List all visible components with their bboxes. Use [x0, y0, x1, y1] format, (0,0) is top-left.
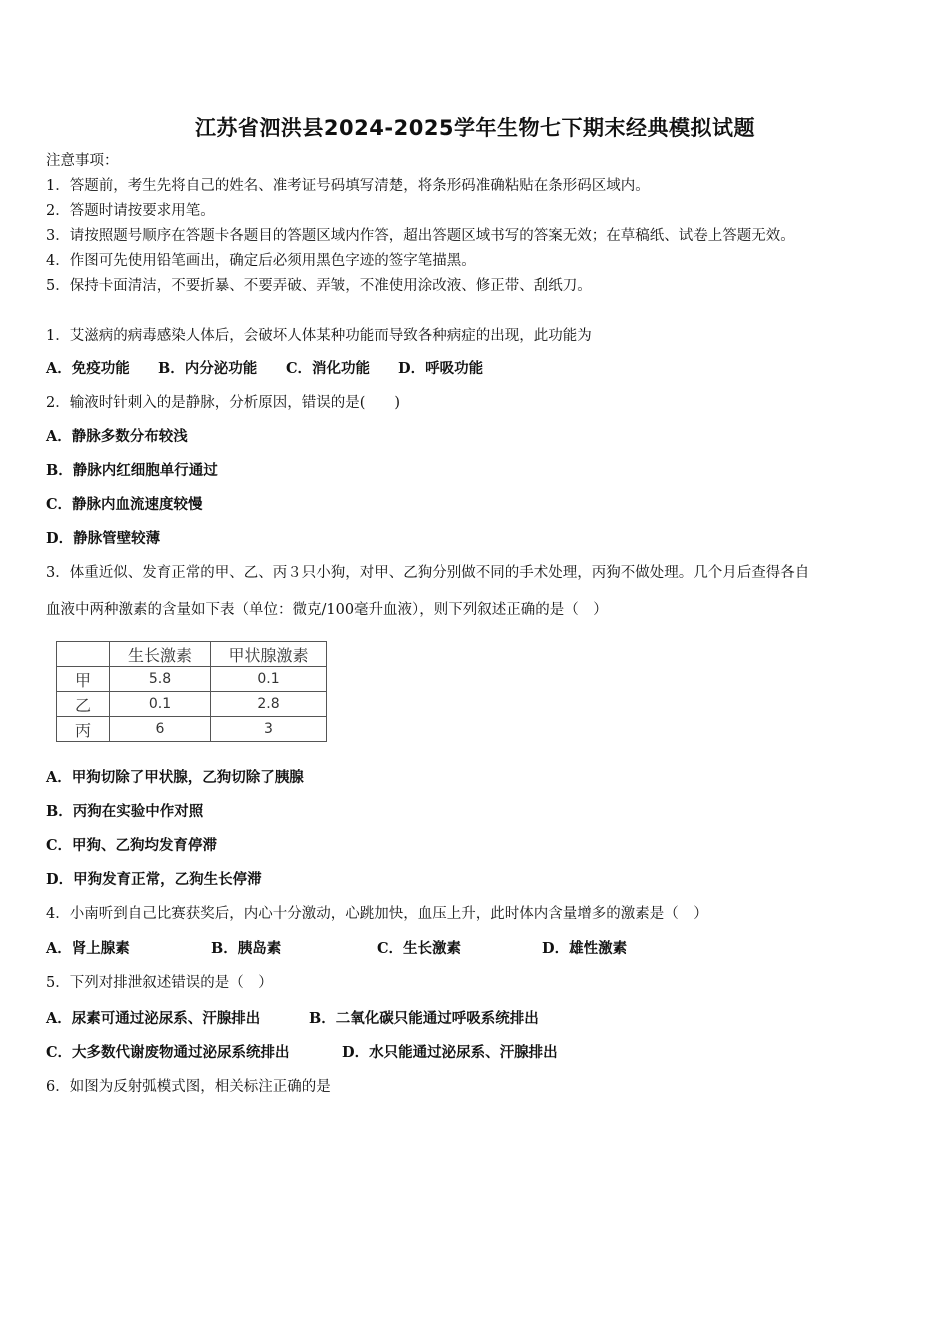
table-cell: 丙 — [57, 717, 110, 742]
question-5-stem: 5．下列对排泄叙述错误的是（ ） — [46, 975, 273, 991]
note-item: 2．答题时请按要求用笔。 — [46, 203, 215, 219]
note-item: 1．答题前，考生先将自己的姓名、准考证号码填写清楚，将条形码准确粘贴在条形码区域内。 — [46, 178, 650, 194]
option-d: D．雄性激素 — [542, 940, 628, 957]
question-6-stem: 6．如图为反射弧模式图，相关标注正确的是 — [46, 1079, 331, 1095]
notes-heading: 注意事项： — [46, 153, 119, 169]
table-row — [57, 717, 327, 742]
option-b: B．静脉内红细胞单行通过 — [46, 462, 218, 479]
note-item: 3．请按照题号顺序在答题卡各题目的答题区域内作答，超出答题区域书写的答案无效；在草稿纸、试卷上答题无效。 — [46, 228, 795, 244]
question-4-options — [46, 939, 627, 959]
option-d: D．水只能通过泌尿系、汗腺排出 — [342, 1044, 558, 1061]
option-a: A．肾上腺素 — [46, 940, 130, 957]
option-a: A．静脉多数分布较浅 — [46, 428, 188, 445]
table-row — [57, 692, 327, 717]
option-a: A．免疫功能 — [46, 360, 130, 377]
table-row — [57, 667, 327, 692]
option-b: B．二氧化碳只能通过呼吸系统排出 — [309, 1010, 539, 1027]
option-d: D．呼吸功能 — [398, 360, 484, 377]
option-c: C．消化功能 — [286, 360, 371, 377]
table-cell: 0.1 — [110, 692, 211, 717]
option-b: B．胰岛素 — [211, 940, 282, 957]
table-cell: 2.8 — [211, 692, 327, 717]
table-header-cell: 生长激素 — [110, 642, 211, 667]
option-d: D．甲狗发育正常，乙狗生长停滞 — [46, 871, 262, 888]
table-cell: 0.1 — [211, 667, 327, 692]
option-b: B．丙狗在实验中作对照 — [46, 803, 204, 820]
question-1-options — [46, 359, 483, 379]
question-2-stem: 2．输液时针刺入的是静脉，分析原因，错误的是( ) — [46, 395, 401, 411]
option-c: C．生长激素 — [377, 940, 462, 957]
table-cell: 乙 — [57, 692, 110, 717]
question-3-stem-line2: 血液中两种激素的含量如下表（单位：微克/100毫升血液），则下列叙述正确的是（ ） — [46, 602, 608, 618]
option-a: A．甲狗切除了甲状腺，乙狗切除了胰腺 — [46, 769, 304, 786]
option-a: A．尿素可通过泌尿系、汗腺排出 — [46, 1010, 261, 1027]
option-b: B．内分泌功能 — [158, 360, 258, 377]
option-c: C．甲狗、乙狗均发育停滞 — [46, 837, 218, 854]
hormone-table — [56, 641, 327, 742]
question-1-stem: 1．艾滋病的病毒感染人体后，会破坏人体某种功能而导致各种病症的出现，此功能为 — [46, 328, 592, 344]
page-title: 江苏省泗洪县2024-2025学年生物七下期末经典模拟试题 — [194, 116, 756, 140]
table-cell: 6 — [110, 717, 211, 742]
note-item: 5．保持卡面清洁，不要折暴、不要弄破、弄皱，不准使用涂改液、修正带、刮纸刀。 — [46, 278, 592, 294]
table-cell: 甲 — [57, 667, 110, 692]
table-cell: 3 — [211, 717, 327, 742]
table-cell: 5.8 — [110, 667, 211, 692]
option-d: D．静脉管壁较薄 — [46, 530, 161, 547]
table-header-row — [57, 642, 327, 667]
table-header-cell: 甲状腺激素 — [211, 642, 327, 667]
question-5-options-row2 — [46, 1043, 558, 1063]
table-header-cell — [57, 642, 110, 667]
option-c: C．大多数代谢废物通过泌尿系统排出 — [46, 1044, 290, 1061]
question-4-stem: 4．小南听到自己比赛获奖后，内心十分激动，心跳加快，血压上升，此时体内含量增多的激素是（ ） — [46, 906, 708, 922]
question-3-stem-line1: 3．体重近似、发育正常的甲、乙、丙３只小狗，对甲、乙狗分别做不同的手术处理，丙狗不做处理。几个月后查得各自 — [46, 565, 810, 581]
question-5-options-row1 — [46, 1009, 539, 1029]
note-item: 4．作图可先使用铅笔画出，确定后必须用黑色字迹的签字笔描黑。 — [46, 253, 476, 269]
option-c: C．静脉内血流速度较慢 — [46, 496, 203, 513]
